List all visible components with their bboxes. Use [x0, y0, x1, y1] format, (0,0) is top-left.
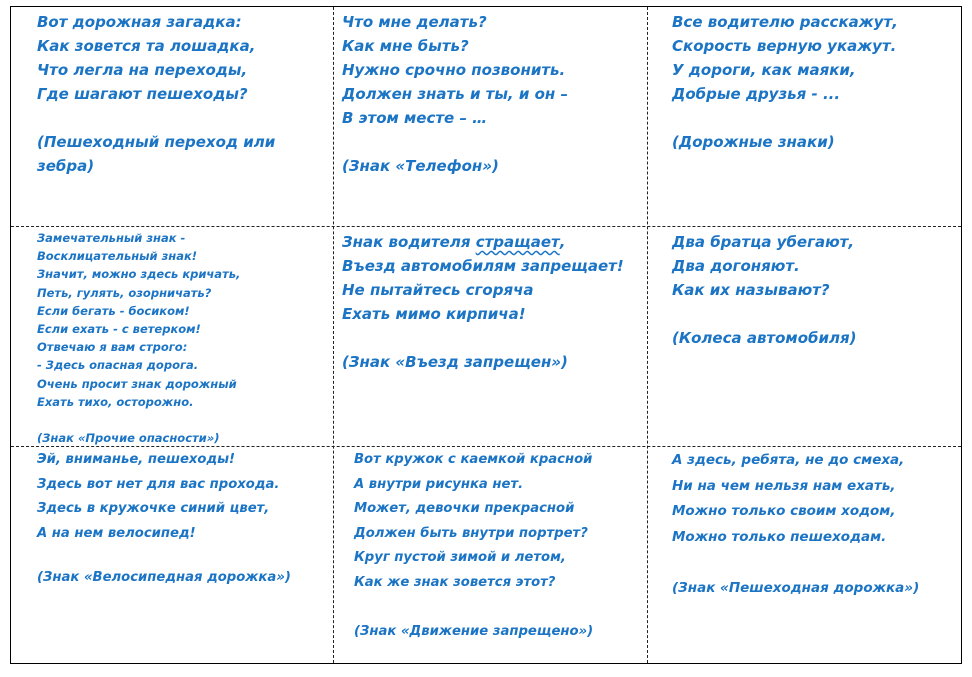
riddle-answer: зебра)	[37, 157, 95, 175]
riddle-line: Два братца убегают,	[672, 233, 855, 251]
riddle-line: А здесь, ребята, не до смеха,	[672, 452, 905, 468]
riddle-answer: (Знак «Прочие опасности»)	[37, 431, 220, 446]
riddle-line: Может, девочки прекрасной	[354, 501, 575, 517]
riddle-line: Вот кружок с каемкой красной	[354, 452, 593, 467]
riddle-line: Эй, вниманье, пешеходы!	[37, 452, 236, 467]
riddle-line: Замечательный знак -	[37, 231, 186, 245]
riddle-answer: (Колеса автомобиля)	[672, 329, 857, 347]
riddle-card-zebra	[37, 10, 313, 178]
riddle-line: Как же знак зовется этот?	[354, 574, 556, 590]
riddle-line: Что мне делать?	[342, 13, 487, 31]
column-divider	[333, 7, 334, 663]
riddle-line: Если бегать - босиком!	[37, 303, 190, 318]
answer-word: (Пешеходный	[37, 133, 160, 151]
riddle-line: А внутри рисунка нет.	[354, 476, 524, 492]
riddle-line: Здесь в кружочке синий цвет,	[37, 501, 270, 517]
riddle-line: Если ехать - с ветерком!	[37, 322, 201, 337]
riddle-line: Въезд автомобилям запрещает!	[342, 257, 624, 275]
riddle-line: Ехать тихо, осторожно.	[37, 394, 194, 409]
riddle-card-phone	[342, 10, 632, 178]
riddle-line: Где шагают пешеходы?	[37, 85, 248, 103]
riddle-line: Можно только пешеходам.	[672, 529, 887, 546]
column-divider	[647, 7, 648, 663]
riddle-line: А на нем велосипед!	[37, 525, 196, 541]
row-divider	[11, 226, 961, 227]
riddle-line: Ехать мимо кирпича!	[342, 305, 526, 323]
riddle-line: Петь, гулять, озорничать?	[37, 285, 212, 300]
answer-word: или	[243, 133, 276, 151]
riddle-line: Вот дорожная загадка:	[37, 13, 242, 31]
riddle-line: Должен знать и ты, и он –	[342, 85, 568, 103]
riddle-card-other-dangers	[37, 229, 327, 447]
riddle-card-pedestrian-path	[672, 448, 954, 602]
riddle-line: Должен быть внутри портрет?	[354, 525, 588, 541]
riddle-line: Два догоняют.	[672, 257, 800, 275]
riddle-answer	[37, 130, 313, 154]
riddle-line: В этом месте – …	[342, 109, 488, 127]
riddle-answer: (Знак «Въезд запрещен»)	[342, 353, 568, 371]
riddle-line: Восклицательный знак!	[37, 249, 198, 264]
riddle-line: Не пытайтесь сгоряча	[342, 281, 534, 299]
riddle-line: Нужно срочно позвонить.	[342, 61, 566, 79]
riddle-line: Ни на чем нельзя нам ехать,	[672, 477, 896, 494]
riddle-card-road-signs	[672, 10, 952, 154]
riddle-answer: (Знак «Велосипедная дорожка»)	[37, 570, 291, 586]
riddle-line: У дороги, как маяки,	[672, 61, 856, 79]
riddle-line: - Здесь опасная дорога.	[37, 358, 199, 373]
riddle-answer: (Знак «Пешеходная дорожка»)	[672, 579, 920, 596]
riddle-line: Очень просит знак дорожный	[37, 376, 237, 391]
riddle-line: Как мне быть?	[342, 37, 469, 55]
riddle-card-no-traffic	[354, 448, 639, 644]
riddle-line: Отвечаю я вам строго:	[37, 340, 188, 355]
riddle-line: Все водителю расскажут,	[672, 13, 898, 31]
riddle-line: Можно только своим ходом,	[672, 503, 896, 520]
riddle-card-no-entry	[342, 230, 642, 374]
riddle-line: Здесь вот нет для вас прохода.	[37, 476, 280, 492]
answer-word: переход	[164, 133, 239, 151]
riddle-cards-table	[10, 6, 962, 664]
riddle-card-bicycle-path	[37, 448, 327, 591]
riddle-answer: (Знак «Телефон»)	[342, 157, 499, 175]
riddle-line: Что легла на переходы,	[37, 61, 248, 79]
riddle-answer: (Дорожные знаки)	[672, 133, 835, 151]
riddle-line: Добрые друзья - ...	[672, 85, 841, 103]
riddle-line: Скорость верную укажут.	[672, 37, 897, 55]
riddle-line: Как их называют?	[672, 281, 830, 299]
riddle-line: Круг пустой зимой и летом,	[354, 550, 566, 566]
riddle-card-wheels	[672, 230, 952, 350]
riddle-answer: (Знак «Движение запрещено»)	[354, 623, 594, 639]
riddle-line: Значит, можно здесь кричать,	[37, 267, 241, 282]
riddle-line: Знак водителя стращает,	[342, 233, 566, 251]
riddle-line: Как зовется та лошадка,	[37, 37, 256, 55]
